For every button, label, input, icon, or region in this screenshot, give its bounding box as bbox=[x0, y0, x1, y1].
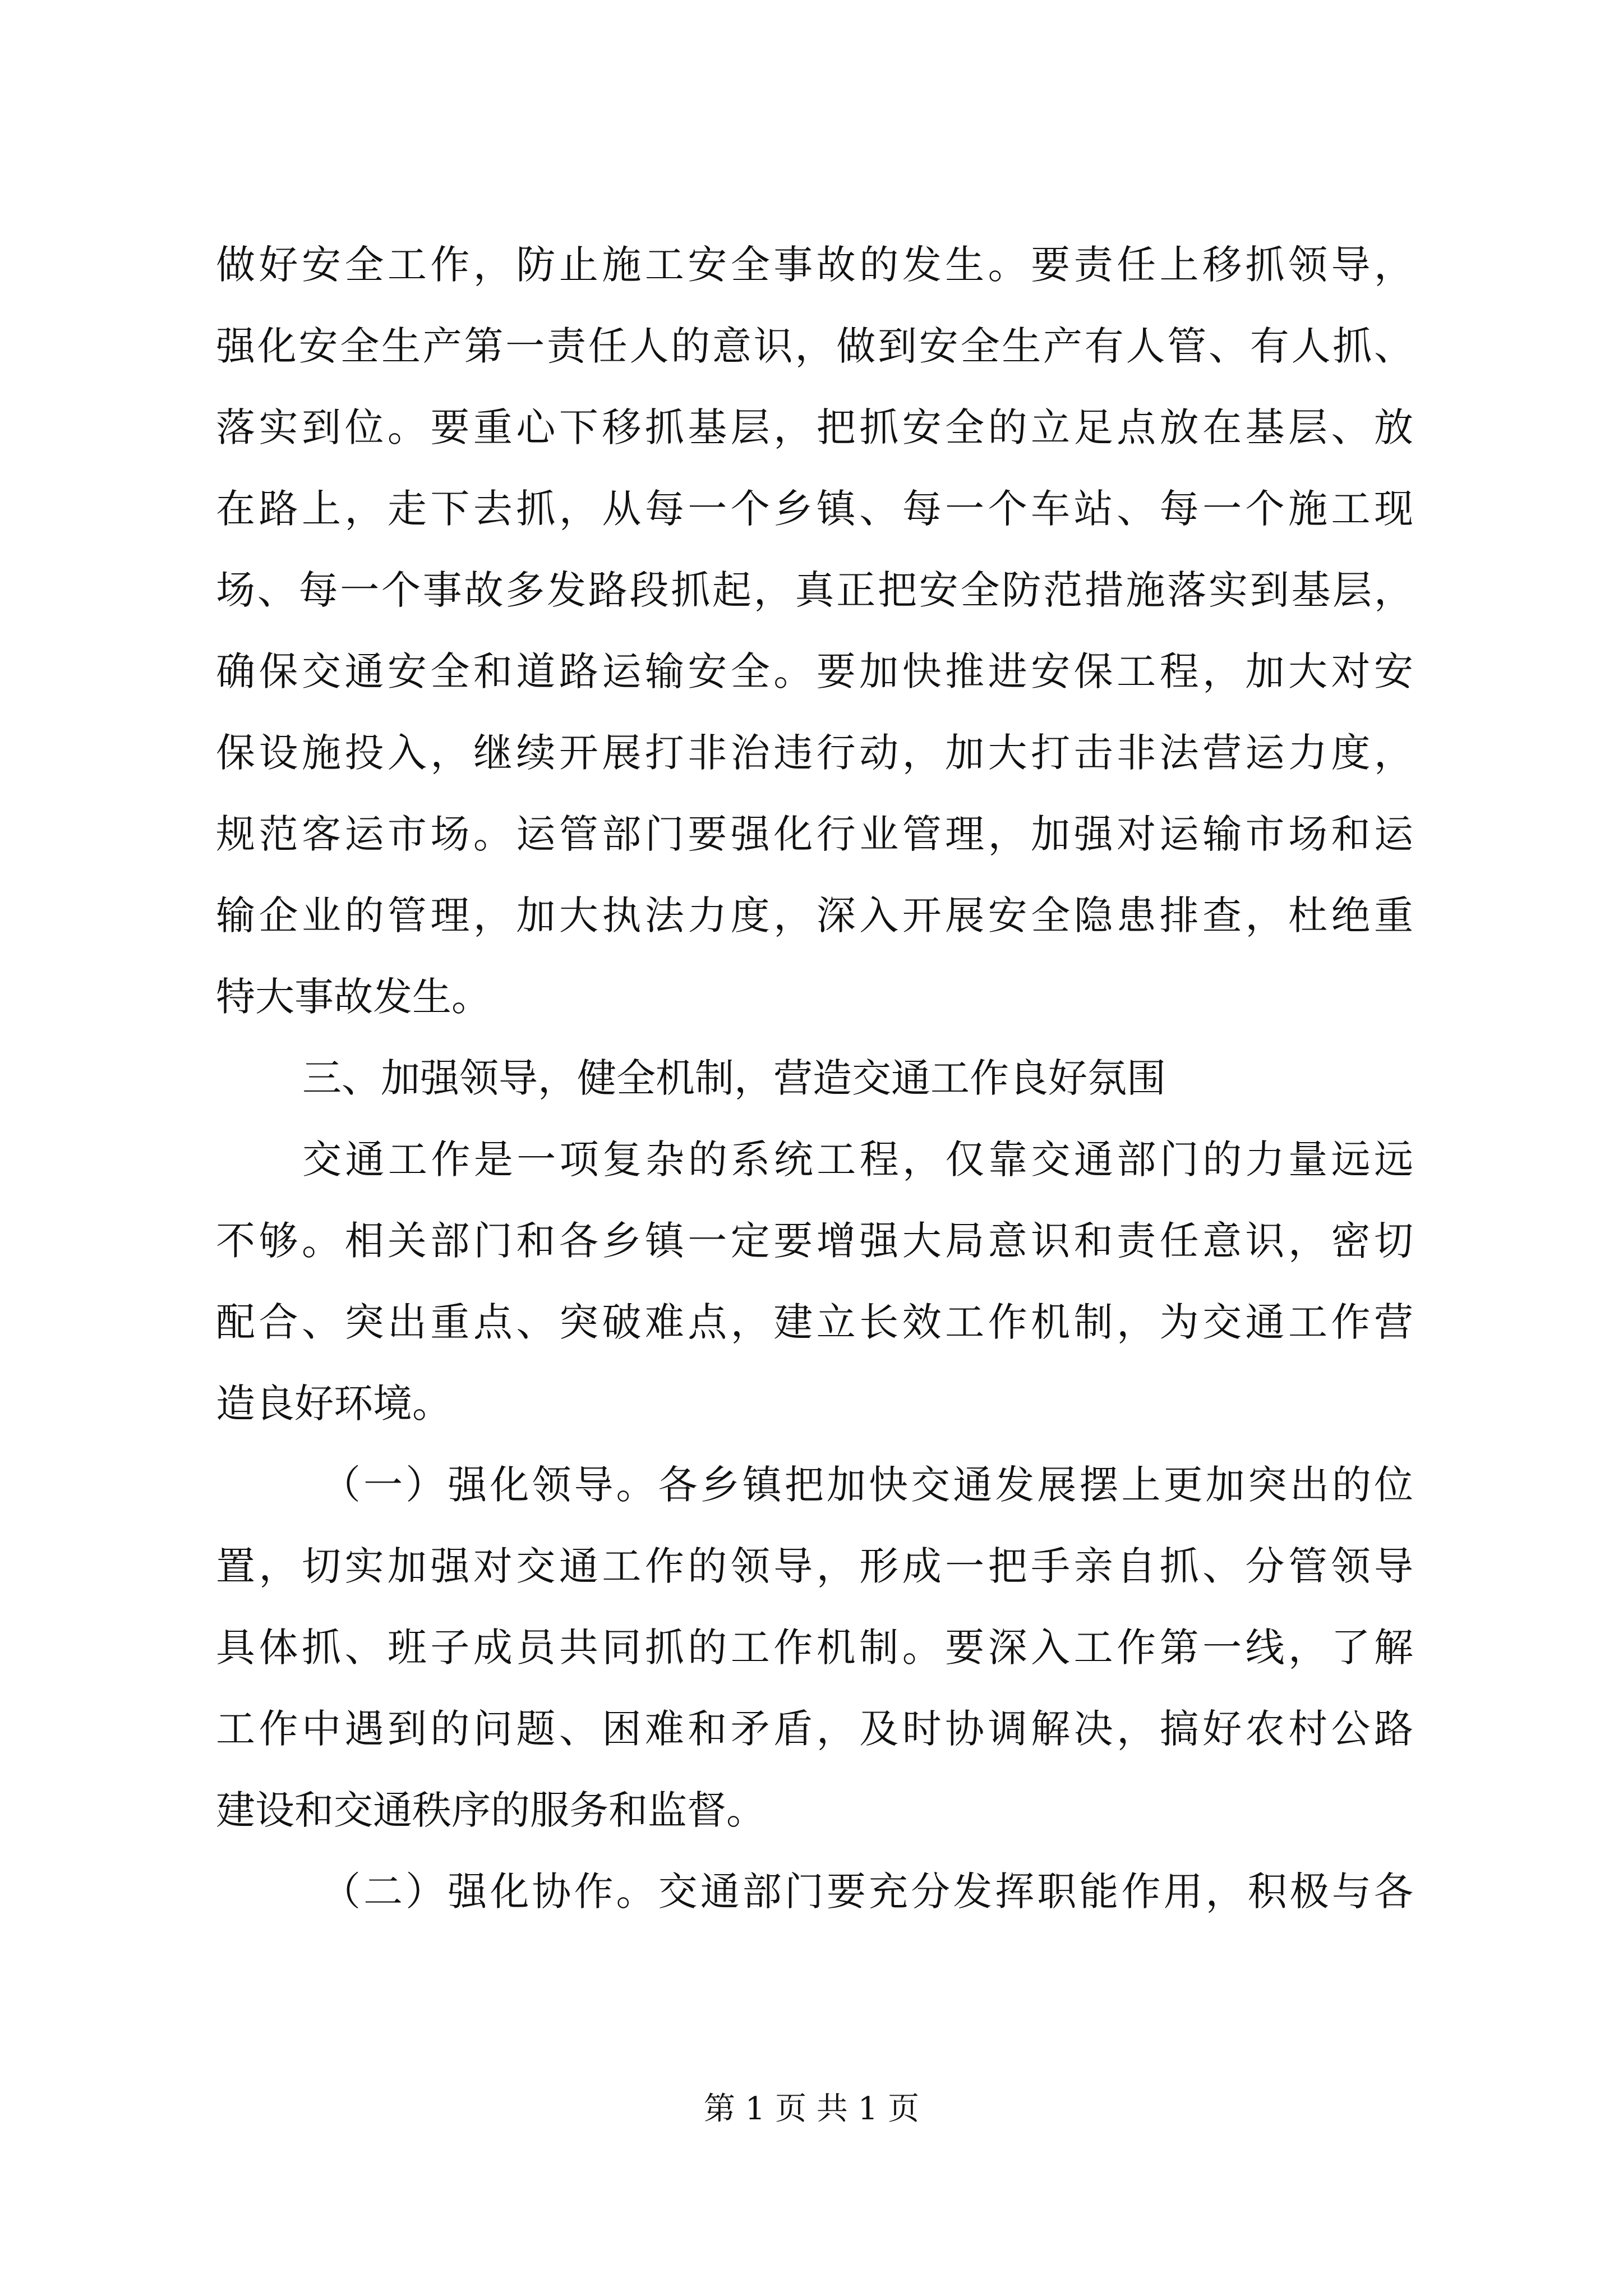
text-line: 规范客运市场。运管部门要强化行业管理，加强对运输市场和运 bbox=[216, 811, 1413, 857]
page-number: 第 1 页 共 1 页 bbox=[703, 2091, 920, 2127]
text-line: 建设和交通秩序的服务和监督。 bbox=[216, 1787, 766, 1833]
text-line: 造良好环境。 bbox=[216, 1381, 451, 1427]
text-line: 保设施投入，继续开展打非治违行动，加大打击非法营运力度， bbox=[216, 730, 1413, 776]
text-line: 确保交通安全和道路运输安全。要加快推进安保工程，加大对安 bbox=[216, 648, 1413, 694]
text-line: 场、每一个事故多发路段抓起，真正把安全防范措施落实到基层， bbox=[216, 567, 1413, 613]
text-line: 特大事故发生。 bbox=[216, 974, 491, 1020]
text-line: 配合、突出重点、突破难点，建立长效工作机制，为交通工作营 bbox=[216, 1299, 1413, 1345]
text-line: （二）强化协作。交通部门要充分发挥职能作用，积极与各 bbox=[321, 1869, 1413, 1915]
text-line: 强化安全生产第一责任人的意识，做到安全生产有人管、有人抓、 bbox=[216, 323, 1413, 369]
text-line: （一）强化领导。各乡镇把加快交通发展摆上更加突出的位 bbox=[321, 1462, 1413, 1508]
text-line: 做好安全工作，防止施工安全事故的发生。要责任上移抓领导， bbox=[216, 242, 1413, 288]
section-heading: 三、加强领导，健全机制，营造交通工作良好氛围 bbox=[302, 1055, 1166, 1101]
text-line: 具体抓、班子成员共同抓的工作机制。要深入工作第一线，了解 bbox=[216, 1625, 1413, 1671]
text-line: 在路上，走下去抓，从每一个乡镇、每一个车站、每一个施工现 bbox=[216, 486, 1413, 532]
document-body bbox=[216, 224, 1413, 1932]
text-line: 不够。相关部门和各乡镇一定要增强大局意识和责任意识，密切 bbox=[216, 1218, 1413, 1264]
text-line: 输企业的管理，加大执法力度，深入开展安全隐患排查，杜绝重 bbox=[216, 892, 1413, 938]
text-line: 置，切实加强对交通工作的领导，形成一把手亲自抓、分管领导 bbox=[216, 1543, 1413, 1589]
text-line: 落实到位。要重心下移抓基层，把抓安全的立足点放在基层、放 bbox=[216, 404, 1413, 450]
text-line: 交通工作是一项复杂的系统工程，仅靠交通部门的力量远远 bbox=[302, 1137, 1413, 1182]
text-line: 工作中遇到的问题、困难和矛盾，及时协调解决，搞好农村公路 bbox=[216, 1706, 1413, 1752]
